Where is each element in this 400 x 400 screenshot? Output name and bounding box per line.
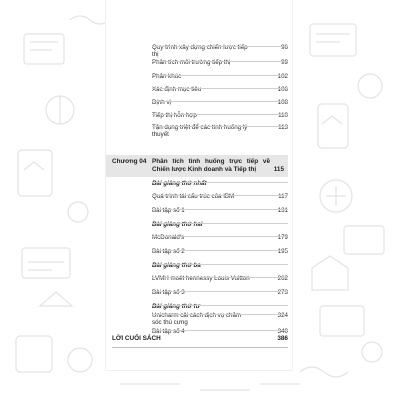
toc-entry-title: Bài giảng thứ hai bbox=[152, 221, 203, 228]
divider bbox=[112, 347, 288, 348]
toc-entry-page-number: 131 bbox=[277, 207, 288, 214]
toc-entry-title: Định vị bbox=[152, 99, 171, 106]
divider bbox=[152, 264, 288, 265]
toc-entry-title: Bài tập số 1 bbox=[152, 207, 185, 214]
toc-entry-page-number: 117 bbox=[278, 193, 288, 200]
toc-entry-title: Xác định mục tiêu bbox=[152, 86, 202, 93]
toc-entry-title: LVMH moët hennessy Louis Vuitton bbox=[152, 275, 250, 282]
toc-entry-page-number: 113 bbox=[278, 124, 288, 131]
toc-entry-title: Bài tập số 3 bbox=[152, 289, 185, 296]
toc-page bbox=[106, 0, 292, 370]
toc-entry-page-number: 262 bbox=[277, 275, 288, 282]
divider bbox=[152, 209, 288, 210]
closing-page-number: 386 bbox=[277, 335, 288, 342]
toc-entry-page-number: 108 bbox=[277, 99, 288, 106]
chapter-label: Chương 04 bbox=[112, 158, 147, 165]
divider bbox=[152, 114, 288, 115]
divider bbox=[152, 277, 288, 278]
toc-entry-title: McDonald's bbox=[152, 234, 185, 241]
toc-entry-page-number: 179 bbox=[277, 234, 288, 241]
divider bbox=[152, 195, 288, 196]
toc-entry-page-number: 96 bbox=[281, 44, 288, 51]
toc-entry-title: Unicharm cải cách dịch vụ chăm sóc thú cưng bbox=[152, 312, 242, 327]
divider bbox=[152, 75, 288, 76]
toc-entry-page-number: 273 bbox=[277, 289, 288, 296]
toc-entry-page-number: 99 bbox=[281, 59, 288, 66]
divider bbox=[152, 223, 288, 224]
divider bbox=[152, 88, 288, 89]
toc-entry-title: Bài giảng thứ nhất bbox=[152, 180, 207, 187]
toc-entry-page-number: 324 bbox=[277, 312, 288, 319]
toc-entry-title: Bài giảng thứ ba bbox=[152, 262, 201, 269]
closing-title: LỜI CUỐI SÁCH bbox=[112, 335, 161, 342]
toc-entry-page-number: 106 bbox=[277, 86, 288, 93]
toc-entry-page-number: 195 bbox=[277, 248, 288, 255]
toc-entry-title: Tận dụng triệt để các tình huống lý thuyết bbox=[152, 124, 248, 139]
toc-entry-page-number: 102 bbox=[277, 73, 288, 80]
toc-entry-page-number: 340 bbox=[277, 328, 288, 335]
divider bbox=[152, 330, 288, 331]
toc-entry-title: Phân khúc bbox=[152, 73, 182, 80]
divider bbox=[152, 101, 288, 102]
divider bbox=[152, 305, 288, 306]
divider bbox=[152, 182, 288, 183]
divider bbox=[152, 250, 288, 251]
toc-entry-page-number: 110 bbox=[278, 112, 288, 119]
chapter-page-number: 115 bbox=[273, 166, 284, 173]
divider bbox=[152, 291, 288, 292]
toc-entry-title: Quá trình tái cấu trúc của IBM bbox=[152, 193, 235, 200]
toc-entry-title: Bài giảng thứ tư bbox=[152, 303, 201, 310]
chapter-title: Phân tích tình huống trực tiếp về Chiến lược Kinh doanh và Tiếp thị bbox=[152, 158, 270, 173]
toc-entry-title: Bài tập số 4 bbox=[152, 328, 185, 335]
divider bbox=[152, 61, 288, 62]
toc-entry-title: Bài tập số 2 bbox=[152, 248, 185, 255]
chapter-band[interactable] bbox=[106, 155, 288, 177]
divider bbox=[152, 46, 288, 47]
divider bbox=[152, 314, 288, 315]
closing-entry[interactable] bbox=[112, 335, 288, 342]
toc-entry-title: Tiếp thị hỗn hợp bbox=[152, 112, 197, 119]
toc-entry-title: Phân tích môi trường tiếp thị bbox=[152, 59, 231, 66]
toc-entry-title: Quy trình xây dựng chiến lược tiếp thị bbox=[152, 44, 248, 59]
divider bbox=[152, 236, 288, 237]
divider bbox=[152, 126, 288, 127]
